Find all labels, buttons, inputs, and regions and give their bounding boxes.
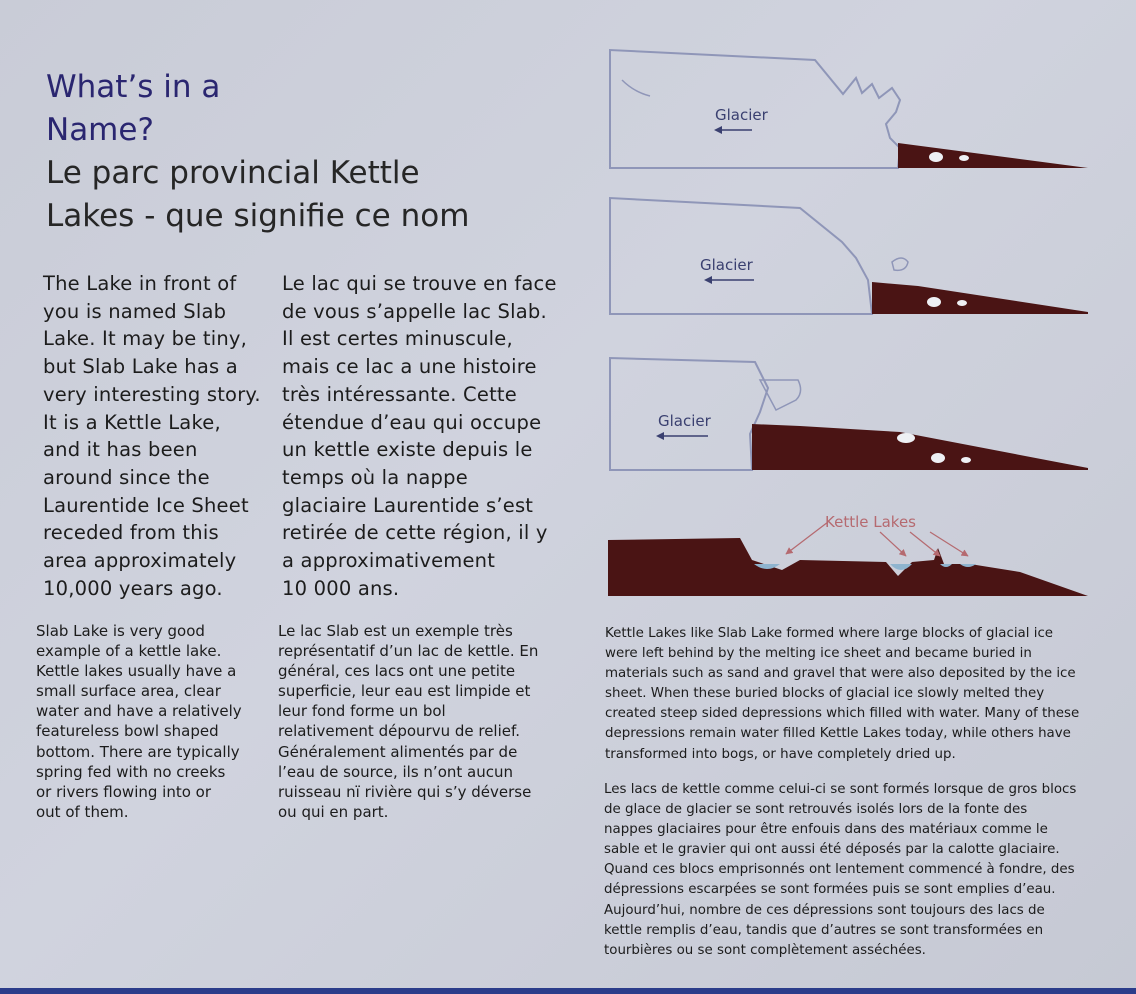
intro-text-french: Le lac qui se trouve en face de vous s’appelle lac Slab. Il est certes minuscule, mais ce lac a une histoire très intéressante. Cette étendue d’eau qui occupe un kettle existe depuis le temps où la nappe glaciaire Laurentide s’est retirée de cette région, il y a approximativement 10 000 ans.	[282, 272, 557, 600]
kettle-lakes-label: Kettle Lakes	[825, 513, 916, 531]
stage-1-glacier-detail	[622, 80, 650, 96]
diagram-stage-4	[608, 513, 1088, 596]
glacier-label-2: Glacier	[700, 256, 753, 274]
title-english: What’s in a Name?	[46, 69, 221, 148]
diagram-stage-1	[610, 50, 1088, 168]
glacier-label-1: Glacier	[715, 106, 768, 124]
diagram-stage-3	[610, 358, 1088, 470]
kettle-arrow-1	[786, 522, 828, 554]
stage-1-flow-arrow-head	[714, 126, 722, 134]
intro-text-english: The Lake in front of you is named Slab Lake. It may be tiny, but Slab Lake has a very interesting story. It is a Kettle Lake, and it has been around since the Laurentide Ice Sheet receded from this area approximately 10,000 years ago.	[43, 272, 261, 600]
formation-text-english: Kettle Lakes like Slab Lake formed where large blocks of glacial ice were left behind by the melting ice sheet and became buried in materials such as sand and gravel that were also deposited by the ice sheet. When these buried blocks of glacial ice slowly melted they created steep sided depressions which filled with water. Many of these depressions remain water filled Kettle Lakes today, while others have transformed into bogs, or have completely dried up.	[605, 626, 1080, 762]
stage-2-small-ice-block	[892, 258, 908, 270]
formation-text-french: Les lacs de kettle comme celui-ci se sont formés lorsque de gros blocs de glace de glacier se sont retrouvés isolés lors de la fonte des nappes glaciaires pour être enfouis dans des matériaux comme le sable et le gravier qui ont aussi été déposés par la calotte glaciaire. Quand ces blocs emprisonnés ont lentement commencé à fondre, des dépressions escarpées se sont formées puis se sont emplies d’eau. Aujourd’hui, nombre de ces dépressions sont toujours des lacs de kettle remplis d’eau, tandis que d’autres se sont transformées en tourbières ou se sont complètement asséchées.	[604, 782, 1077, 958]
detail-text-english: Slab Lake is very good example of a kettle lake. Kettle lakes usually have a small surface area, clear water and have a relatively featureless bowl shaped bottom. There are typically spring fed with no creeks or rivers flowing into or out of them.	[36, 622, 242, 821]
kettle-arrow-2	[880, 532, 906, 556]
glacier-label-3: Glacier	[658, 412, 711, 430]
stage-3-ice-block-3	[961, 457, 971, 463]
stage-2-flow-arrow-head	[704, 276, 712, 284]
diagram-stage-2	[610, 198, 1088, 314]
stage-1-ice-block-2	[959, 155, 969, 161]
stage-3-flow-arrow-head	[656, 432, 664, 440]
detail-text-french: Le lac Slab est un exemple très représentatif d’un lac de kettle. En général, ces lacs ont une petite superficie, leur eau est limpide et leur fond forme un bol relativement dépourvu de relief. Généralement alimentés par de l’eau de source, ils n’ont aucun ruisseau nï rivière qui s’y déverse ou qui en part.	[278, 622, 539, 821]
sediment-stage-4	[608, 538, 1088, 596]
sediment-stage-1	[898, 143, 1088, 168]
sediment-stage-3	[752, 424, 1088, 470]
stage-3-ice-block-1	[897, 433, 915, 443]
stage-3-ice-block-2	[931, 453, 945, 463]
page-title	[46, 66, 566, 238]
kettle-lake-formation-diagram	[600, 40, 1100, 610]
stage-2-ice-block-1	[927, 297, 941, 307]
bottom-border	[0, 988, 1136, 994]
title-french: Le parc provincial Kettle Lakes - que signifie ce nom	[46, 155, 470, 234]
sediment-stage-2	[872, 282, 1088, 314]
stage-1-ice-block-1	[929, 152, 943, 162]
stage-2-ice-block-2	[957, 300, 967, 306]
